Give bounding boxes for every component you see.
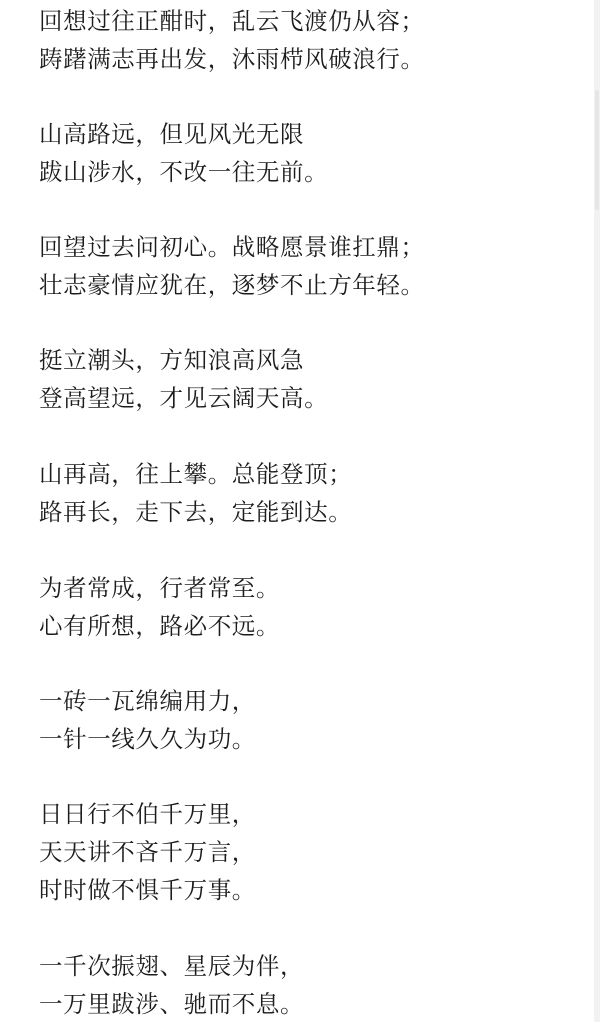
poem-line: 一砖一瓦绵编用力， bbox=[39, 687, 256, 715]
poem-line: 壮志豪情应犹在，逐梦不止方年轻。 bbox=[39, 271, 425, 299]
stanza-5 bbox=[39, 455, 579, 531]
poem-line: 天天讲不吝千万言， bbox=[39, 838, 256, 866]
poem-line: 山再高，往上攀。总能登顶； bbox=[39, 460, 353, 488]
poem-line: 一千次振翅、星辰为伴， bbox=[39, 952, 305, 980]
poem-line: 回想过往正酣时，乱云飞渡仍从容； bbox=[39, 7, 425, 35]
poem-line: 为者常成，行者常至。 bbox=[39, 574, 280, 602]
poem-line: 日日行不伯千万里， bbox=[39, 800, 256, 828]
stanza-8 bbox=[39, 795, 579, 909]
poem-line: 回望过去问初心。战略愿景谁扛鼎； bbox=[39, 233, 425, 261]
poem-line: 挺立潮头，方知浪高风急 bbox=[39, 346, 305, 374]
poem-line: 踌躇满志再出发，沐雨栉风破浪行。 bbox=[39, 45, 425, 73]
poem-line: 跋山涉水，不改一往无前。 bbox=[39, 158, 329, 186]
stanza-2 bbox=[39, 115, 579, 191]
stanza-7 bbox=[39, 682, 579, 758]
scrollbar[interactable] bbox=[594, 0, 600, 1022]
stanza-4 bbox=[39, 341, 579, 417]
scrollbar-thumb[interactable] bbox=[595, 90, 599, 210]
stanza-1 bbox=[39, 2, 579, 78]
poem-line: 一针一线久久为功。 bbox=[39, 725, 256, 753]
stanza-3 bbox=[39, 228, 579, 304]
stanza-6 bbox=[39, 569, 579, 645]
poem-line: 路再长，走下去，定能到达。 bbox=[39, 498, 353, 526]
poem-line: 时时做不惧千万事。 bbox=[39, 876, 256, 904]
stanza-9 bbox=[39, 947, 579, 1023]
poem-line: 心有所想，路必不远。 bbox=[39, 612, 280, 640]
poem-line: 山高路远，但见风光无限 bbox=[39, 120, 305, 148]
poem-line: 登高望远，才见云阔天高。 bbox=[39, 384, 329, 412]
poem-line: 一万里跋涉、驰而不息。 bbox=[39, 990, 305, 1018]
